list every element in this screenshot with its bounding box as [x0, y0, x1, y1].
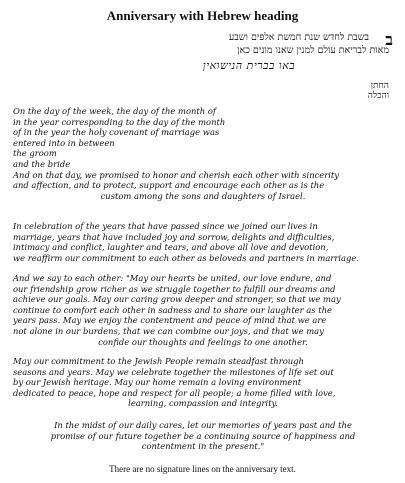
hebrew-line-groom: החתן — [370, 81, 389, 91]
text-line: achieve our goals. May our caring grow deeper and stronger, so that we may — [13, 294, 341, 305]
hebrew-line-3: באו בברית הנישואין — [202, 59, 295, 72]
text-line: in the year corresponding to the day of the month — [13, 116, 226, 127]
text-line: continue to comfort each other in sadness and to share our laughter as the — [13, 304, 332, 315]
text-line: intimacy and conflict, laughter and tears, and above all love and devotion, — [13, 242, 329, 253]
text-line: and the bride — [13, 158, 71, 169]
text-line: of in the year the holy covenant of marriage was — [13, 127, 220, 138]
text-line: And on that day, we promised to honor and cherish each other with sincerity — [13, 169, 340, 180]
text-line: we reaffirm our commitment to each other as beloveds and partners in marriage. — [13, 252, 360, 263]
paragraph-commitment — [13, 356, 393, 409]
paragraph-closing — [13, 420, 393, 452]
paragraph-celebration — [13, 221, 393, 263]
text-line: learning, compassion and integrity. — [128, 398, 278, 409]
text-line: On the day of the week, the day of the month of — [13, 106, 216, 116]
text-line: May our commitment to the Jewish People remain steadfast through — [13, 356, 304, 366]
hebrew-line-2: מאות לבריאת עולם למנין שאנו מונים כאן — [237, 45, 389, 56]
text-line: by our Jewish heritage. May our home remain a loving environment — [13, 377, 302, 388]
paragraph-vows — [13, 273, 393, 347]
text-line: seasons and years. May we celebrate together the milestones of life set out — [13, 366, 334, 377]
text-line: the groom — [13, 148, 57, 159]
text-line: promise of our future together be a continuing source of happiness and — [50, 430, 356, 441]
text-line: confide our thoughts and feelings to one another. — [98, 336, 308, 347]
hebrew-line-1: בשבת לחדש שנת חמשת אלפים ושבע — [228, 32, 369, 43]
text-line: years pass. May we enjoy the contentment and peace of mind that we are — [13, 315, 327, 326]
footer-note: There are no signature lines on the anniversary text. — [109, 464, 296, 474]
hebrew-line-bride: והכלה — [367, 91, 389, 101]
text-line: dedicated to peace, hope and respect for all people; a home filled with love, — [13, 387, 336, 398]
text-line: In celebration of the years that have passed since we joined our lives in — [13, 221, 318, 231]
text-line: In the midst of our daily cares, let our memories of years past and the — [54, 420, 352, 430]
text-line: marriage, years that have included joy and sorrow, delights and difficulties, — [13, 231, 335, 242]
text-line: our friendship grow richer as we struggle together to fulfill our dreams and — [13, 283, 336, 294]
text-line: custom among the sons and daughters of Israel. — [100, 190, 306, 201]
text-line: entered into in between — [13, 137, 115, 148]
text-line: not alone in our burdens, that we can combine our joys, and that we may — [13, 325, 324, 336]
page-title: Anniversary with Hebrew heading — [106, 8, 299, 23]
text-line: And we say to each other: "May our hearts be united, our love endure, and — [13, 273, 332, 283]
text-line: contentment in the present." — [141, 441, 265, 452]
paragraph-covenant — [13, 106, 393, 201]
text-line: and affection, and to protect, support and encourage each other as is the — [13, 180, 325, 191]
hebrew-initial-letter: ב — [385, 30, 393, 49]
